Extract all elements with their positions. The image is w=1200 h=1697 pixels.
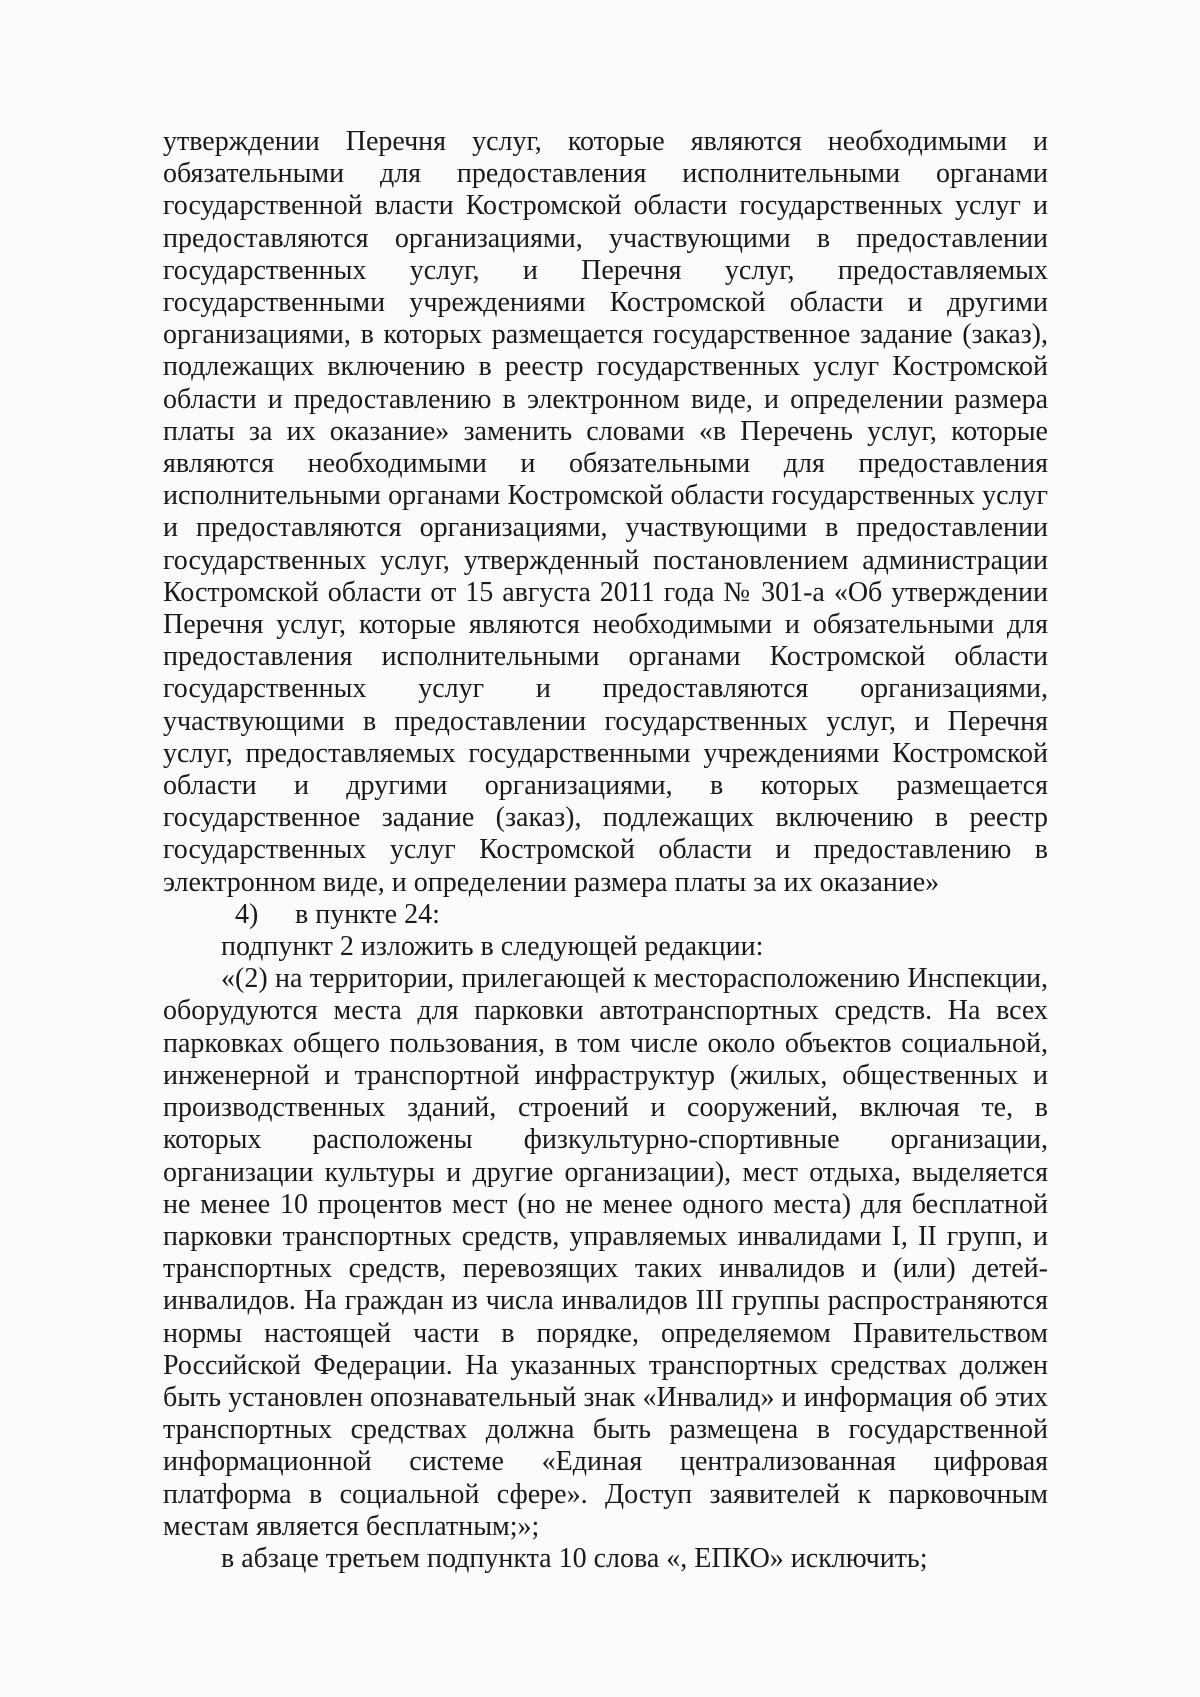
subpoint-intro: подпункт 2 изложить в следующей редакции: (221, 931, 764, 963)
list-item-number: 4) (235, 898, 259, 930)
list-item-text: в пункте 24: (295, 898, 440, 930)
quoted-paragraph: «(2) на территории, прилегающей к месторасположению Инспекции, оборудуются места для парковки автотранспортных средств. На всех парковках общего пользования, в том числе около объектов социальной, инженерной и транспортной инфраструктур (жилых, общественных и производственных зданий, строений и сооружений, включая те, в которых расположены физкультурно-спортивные организации, организации культуры и другие организации), мест отдыха, выделяется не менее 10 процентов мест (но не менее одного места) для бесплатной парковки транспортных средств, управляемых инвалидами I, II групп, и транспортных средств, перевозящих таких инвалидов и (или) детей-инвалидов. На граждан из числа инвалидов III группы распространяются нормы настоящей части в порядке, определяемом Правительством Российской Федерации. На указанных транспортных средствах должен быть установлен опознавательный знак «Инвалид» и информация об этих транспортных средствах должна быть размещена в государственной информационной системе «Единая централизованная цифровая платформа в социальной сфере». Доступ заявителей к парковочным местам является бесплатным;»; (163, 963, 1048, 1542)
document-body (163, 126, 1048, 1575)
list-item-4 (163, 899, 1048, 931)
final-paragraph: в абзаце третьем подпункта 10 слова «, ЕПКО» исключить; (221, 1542, 928, 1574)
continuation-paragraph: утверждении Перечня услуг, которые являются необходимыми и обязательными для предоставления исполнительными органами государственной власти Костромской области государственных услуг и предоставляются организациями, участвующими в предоставлении государственных услуг, и Перечня услуг, предоставляемых государственными учреждениями Костромской области и другими организациями, в которых размещается государственное задание (заказ), подлежащих включению в реестр государственных услуг Костромской области и предоставлению в электронном виде, и определении размера платы за их оказание» заменить словами «в Перечень услуг, которые являются необходимыми и обязательными для предоставления исполнительными органами Костромской области государственных услуг и предоставляются организациями, участвующими в предоставлении государственных услуг, утвержденный постановлением администрации Костромской области от 15 августа 2011 года № 301-а «Об утверждении Перечня услуг, которые являются необходимыми и обязательными для предоставления исполнительными органами Костромской области государственных услуг и предоставляются организациями, участвующими в предоставлении государственных услуг, и Перечня услуг, предоставляемых государственными учреждениями Костромской области и другими организациями, в которых размещается государственное задание (заказ), подлежащих включению в реестр государственных услуг Костромской области и предоставлению в электронном виде, и определении размера платы за их оказание» (163, 126, 1048, 898)
